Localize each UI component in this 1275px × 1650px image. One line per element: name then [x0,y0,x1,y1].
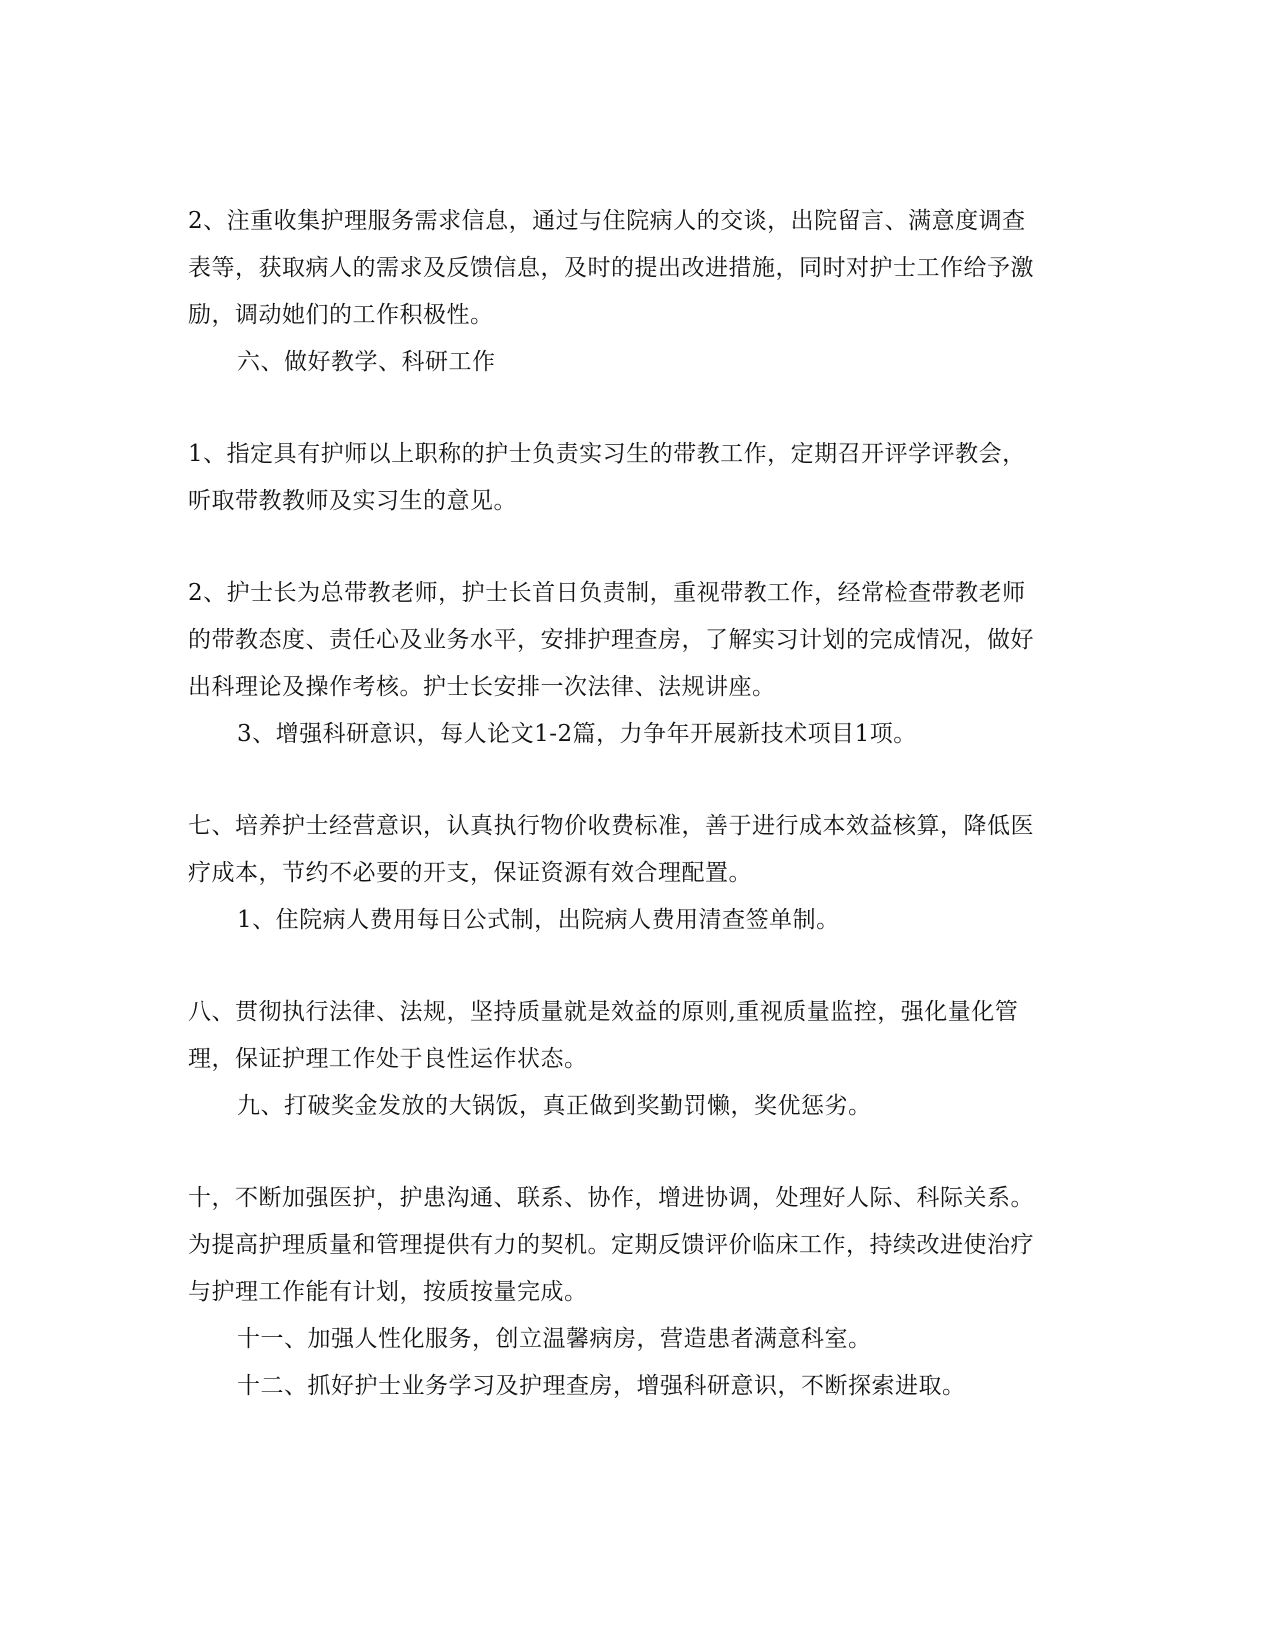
section-heading: 十，不断加强医护，护患沟通、联系、协作，增进协调，处理好人际、科际关系。 [188,1185,1034,1211]
paragraph-line: 的带教态度、责任心及业务水平，安排护理查房，了解实习计划的完成情况，做好 [188,627,1034,653]
paragraph-line: 听取带教教师及实习生的意见。 [188,488,517,514]
paragraph-line: 疗成本，节约不必要的开支，保证资源有效合理配置。 [188,860,752,886]
paragraph-line: 1、指定具有护师以上职称的护士负责实习生的带教工作，定期召开评学评教会， [188,441,1026,467]
section-heading: 八、贯彻执行法律、法规，坚持质量就是效益的原则,重视质量监控，强化量化管 [188,999,1019,1025]
paragraph-line: 3、增强科研意识，每人论文1-2篇，力争年开展新技术项目1项。 [237,721,917,747]
paragraph-line: 2、护士长为总带教老师，护士长首日负责制，重视带教工作，经常检查带教老师 [188,580,1026,606]
paragraph-line: 与护理工作能有计划，按质按量完成。 [188,1279,588,1305]
paragraph-line: 出科理论及操作考核。护士长安排一次法律、法规讲座。 [188,674,776,700]
paragraph-line: 1、住院病人费用每日公式制，出院病人费用清查签单制。 [237,907,840,933]
section-heading: 七、培养护士经营意识，认真执行物价收费标准，善于进行成本效益核算，降低医 [188,813,1034,839]
section-heading: 六、做好教学、科研工作 [237,349,496,375]
section-heading: 九、打破奖金发放的大锅饭，真正做到奖勤罚懒，奖优惩劣。 [237,1093,872,1119]
paragraph-line: 为提高护理质量和管理提供有力的契机。定期反馈评价临床工作，持续改进使治疗 [188,1232,1034,1258]
paragraph-line: 2、注重收集护理服务需求信息，通过与住院病人的交谈，出院留言、满意度调查 [188,208,1026,234]
paragraph-line: 理，保证护理工作处于良性运作状态。 [188,1046,588,1072]
section-heading: 十二、抓好护士业务学习及护理查房，增强科研意识，不断探索进取。 [237,1373,966,1399]
paragraph-line: 励，调动她们的工作积极性。 [188,302,494,328]
paragraph-line: 表等，获取病人的需求及反馈信息，及时的提出改进措施，同时对护士工作给予激 [188,255,1034,281]
section-heading: 十一、加强人性化服务，创立温馨病房，营造患者满意科室。 [237,1326,872,1352]
